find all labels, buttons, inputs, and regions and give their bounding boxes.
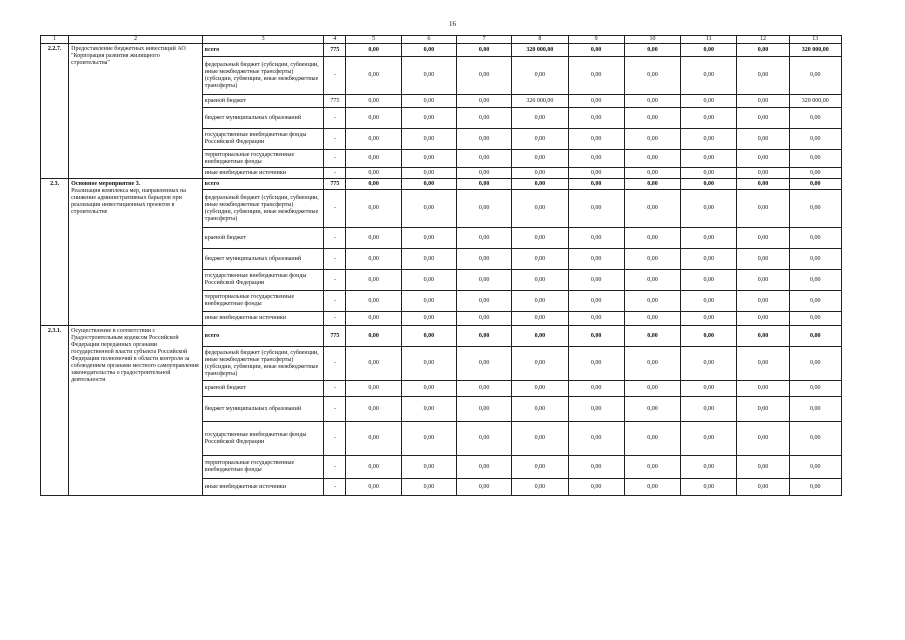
amount-cell: 0,00 — [624, 168, 680, 179]
amount-cell: 0,00 — [346, 57, 401, 95]
column-number: 11 — [681, 36, 737, 44]
amount-cell: 0,00 — [401, 108, 456, 129]
budget-code: - — [324, 312, 346, 326]
amount-cell: 0,00 — [737, 397, 789, 422]
amount-cell: 0,00 — [512, 456, 568, 479]
amount-cell: 0,00 — [568, 108, 624, 129]
amount-cell: 0,00 — [624, 249, 680, 270]
budget-code: - — [324, 347, 346, 381]
funding-source: иные внебюджетные источники — [202, 312, 324, 326]
budget-table — [40, 35, 842, 496]
item-name: Реализация комплекса мер, направленных на снижение административных барьеров при реализации инвестиционных проектов в строительстве — [71, 188, 186, 215]
funding-source: краевой бюджет — [202, 228, 324, 249]
budget-code: - — [324, 397, 346, 422]
amount-cell: 0,00 — [457, 479, 512, 496]
amount-cell: 0,00 — [568, 312, 624, 326]
amount-cell: 0,00 — [568, 397, 624, 422]
amount-cell: 0,00 — [401, 479, 456, 496]
amount-cell: 0,00 — [681, 381, 737, 397]
amount-cell: 0,00 — [401, 456, 456, 479]
amount-cell: 0,00 — [789, 150, 841, 168]
item-name-cell — [69, 179, 203, 326]
column-number: 12 — [737, 36, 789, 44]
amount-cell: 0,00 — [401, 270, 456, 291]
amount-cell: 0,00 — [624, 270, 680, 291]
amount-cell: 0,00 — [624, 381, 680, 397]
funding-source: федеральный бюджет (субсидии, субвенции, иные межбюджетные трансферты) (субсидии, субвенции, иные межбюджетные трансферты) — [202, 347, 324, 381]
amount-cell: 0,00 — [346, 422, 401, 456]
amount-cell: 0,00 — [401, 422, 456, 456]
column-number: 4 — [324, 36, 346, 44]
amount-cell: 0,00 — [457, 129, 512, 150]
page-number: 16 — [449, 20, 456, 28]
amount-cell: 0,00 — [457, 57, 512, 95]
amount-cell: 0,00 — [346, 326, 401, 347]
amount-cell: 0,00 — [568, 291, 624, 312]
funding-source: иные внебюджетные источники — [202, 479, 324, 496]
amount-cell: 0,00 — [681, 95, 737, 108]
amount-cell: 0,00 — [681, 270, 737, 291]
amount-cell: 0,00 — [457, 95, 512, 108]
amount-cell: 0,00 — [346, 249, 401, 270]
amount-cell: 0,00 — [681, 347, 737, 381]
amount-cell: 0,00 — [568, 326, 624, 347]
amount-cell: 0,00 — [681, 190, 737, 228]
amount-cell: 0,00 — [457, 168, 512, 179]
amount-cell: 0,00 — [512, 381, 568, 397]
funding-source: территориальные государственные внебюджетные фонды — [202, 291, 324, 312]
amount-cell: 0,00 — [346, 168, 401, 179]
amount-cell: 0,00 — [401, 291, 456, 312]
amount-cell: 0,00 — [681, 129, 737, 150]
budget-code: - — [324, 270, 346, 291]
item-name-cell — [69, 44, 203, 179]
amount-cell: 0,00 — [401, 326, 456, 347]
column-number: 3 — [202, 36, 324, 44]
item-title: Основное мероприятие 3. — [71, 181, 141, 187]
table-row — [41, 44, 842, 57]
amount-cell: 0,00 — [624, 228, 680, 249]
item-name-cell — [69, 326, 203, 496]
budget-code: - — [324, 57, 346, 95]
amount-cell: 0,00 — [401, 312, 456, 326]
amount-cell: 0,00 — [681, 291, 737, 312]
amount-cell: 0,00 — [346, 291, 401, 312]
amount-cell: 0,00 — [401, 397, 456, 422]
funding-source: территориальные государственные внебюджетные фонды — [202, 150, 324, 168]
amount-cell: 0,00 — [624, 57, 680, 95]
budget-code: - — [324, 168, 346, 179]
amount-cell: 0,00 — [681, 422, 737, 456]
amount-cell: 0,00 — [512, 228, 568, 249]
amount-cell: 0,00 — [457, 150, 512, 168]
amount-cell: 0,00 — [737, 44, 789, 57]
amount-cell: 0,00 — [681, 228, 737, 249]
funding-source: всего — [202, 179, 324, 190]
funding-source: государственные внебюджетные фонды Российской Федерации — [202, 270, 324, 291]
amount-cell: 0,00 — [681, 456, 737, 479]
amount-cell: 0,00 — [681, 108, 737, 129]
amount-cell: 0,00 — [346, 381, 401, 397]
amount-cell: 0,00 — [346, 179, 401, 190]
funding-source: бюджет муниципальных образований — [202, 249, 324, 270]
amount-cell: 0,00 — [789, 381, 841, 397]
amount-cell: 0,00 — [737, 326, 789, 347]
amount-cell: 0,00 — [737, 150, 789, 168]
amount-cell: 0,00 — [624, 456, 680, 479]
amount-cell: 0,00 — [401, 381, 456, 397]
amount-cell: 0,00 — [624, 95, 680, 108]
funding-source: краевой бюджет — [202, 95, 324, 108]
amount-cell: 0,00 — [737, 347, 789, 381]
amount-cell: 0,00 — [346, 129, 401, 150]
amount-cell: 0,00 — [457, 291, 512, 312]
amount-cell: 0,00 — [624, 108, 680, 129]
amount-cell: 0,00 — [789, 270, 841, 291]
amount-cell: 0,00 — [624, 347, 680, 381]
amount-cell: 0,00 — [789, 291, 841, 312]
amount-cell: 0,00 — [789, 456, 841, 479]
amount-cell: 0,00 — [681, 44, 737, 57]
amount-cell: 0,00 — [512, 270, 568, 291]
amount-cell: 0,00 — [568, 190, 624, 228]
amount-cell: 0,00 — [789, 479, 841, 496]
amount-cell: 0,00 — [568, 150, 624, 168]
amount-cell: 0,00 — [624, 129, 680, 150]
amount-cell: 0,00 — [512, 168, 568, 179]
amount-cell: 0,00 — [789, 179, 841, 190]
amount-cell: 0,00 — [346, 397, 401, 422]
column-number: 2 — [69, 36, 203, 44]
amount-cell: 0,00 — [737, 312, 789, 326]
amount-cell: 0,00 — [624, 326, 680, 347]
amount-cell: 0,00 — [512, 150, 568, 168]
amount-cell: 0,00 — [681, 150, 737, 168]
column-number: 7 — [457, 36, 512, 44]
amount-cell: 0,00 — [681, 179, 737, 190]
funding-source: бюджет муниципальных образований — [202, 397, 324, 422]
amount-cell: 0,00 — [681, 479, 737, 496]
amount-cell: 0,00 — [457, 108, 512, 129]
amount-cell: 0,00 — [457, 190, 512, 228]
amount-cell: 0,00 — [624, 150, 680, 168]
amount-cell: 0,00 — [401, 129, 456, 150]
funding-source: иные внебюджетные источники — [202, 168, 324, 179]
amount-cell: 0,00 — [568, 249, 624, 270]
amount-cell: 0,00 — [401, 228, 456, 249]
table-row — [41, 179, 842, 190]
amount-cell: 0,00 — [346, 95, 401, 108]
amount-cell: 0,00 — [789, 168, 841, 179]
amount-cell: 0,00 — [624, 291, 680, 312]
amount-cell: 0,00 — [512, 57, 568, 95]
amount-cell: 0,00 — [457, 312, 512, 326]
funding-source: государственные внебюджетные фонды Российской Федерации — [202, 129, 324, 150]
amount-cell: 0,00 — [512, 312, 568, 326]
budget-code: - — [324, 150, 346, 168]
funding-source: федеральный бюджет (субсидии, субвенции, иные межбюджетные трансферты) (субсидии, субвенции, иные межбюджетные трансферты) — [202, 57, 324, 95]
amount-cell: 0,00 — [624, 44, 680, 57]
amount-cell: 0,00 — [457, 228, 512, 249]
budget-code: 775 — [324, 179, 346, 190]
amount-cell: 0,00 — [737, 456, 789, 479]
funding-source: всего — [202, 326, 324, 347]
budget-code: - — [324, 190, 346, 228]
amount-cell: 0,00 — [789, 312, 841, 326]
amount-cell: 0,00 — [401, 190, 456, 228]
amount-cell: 0,00 — [681, 57, 737, 95]
amount-cell: 0,00 — [624, 312, 680, 326]
amount-cell: 320 000,00 — [512, 44, 568, 57]
amount-cell: 0,00 — [512, 179, 568, 190]
amount-cell: 0,00 — [568, 228, 624, 249]
amount-cell: 0,00 — [737, 381, 789, 397]
column-number: 13 — [789, 36, 841, 44]
amount-cell: 0,00 — [568, 95, 624, 108]
column-number: 5 — [346, 36, 401, 44]
amount-cell: 0,00 — [789, 108, 841, 129]
amount-cell: 0,00 — [681, 397, 737, 422]
budget-code: - — [324, 422, 346, 456]
amount-cell: 0,00 — [401, 150, 456, 168]
amount-cell: 0,00 — [624, 397, 680, 422]
amount-cell: 0,00 — [789, 57, 841, 95]
item-number: 2.3.1. — [41, 326, 69, 496]
budget-code: 775 — [324, 44, 346, 57]
amount-cell: 0,00 — [737, 228, 789, 249]
amount-cell: 0,00 — [457, 422, 512, 456]
amount-cell: 0,00 — [737, 57, 789, 95]
amount-cell: 0,00 — [568, 168, 624, 179]
amount-cell: 0,00 — [789, 422, 841, 456]
item-number: 2.3. — [41, 179, 69, 326]
amount-cell: 0,00 — [457, 397, 512, 422]
amount-cell: 0,00 — [568, 57, 624, 95]
amount-cell: 0,00 — [624, 422, 680, 456]
item-name: Осуществление в соответствии с Градостроительным кодексом Российской Федерации переданных органами государственной власти субъекта Российской Федерации полномочий в области контроля за соблюдением органами местного самоуправления законодательства о градостроительной деятельности — [71, 328, 199, 383]
funding-source: территориальные государственные внебюджетные фонды — [202, 456, 324, 479]
amount-cell: 0,00 — [789, 249, 841, 270]
amount-cell: 0,00 — [346, 456, 401, 479]
amount-cell: 0,00 — [401, 57, 456, 95]
amount-cell: 0,00 — [568, 347, 624, 381]
funding-source: бюджет муниципальных образований — [202, 108, 324, 129]
amount-cell: 0,00 — [346, 479, 401, 496]
amount-cell: 0,00 — [624, 190, 680, 228]
budget-code: - — [324, 249, 346, 270]
amount-cell: 0,00 — [737, 95, 789, 108]
amount-cell: 0,00 — [568, 44, 624, 57]
budget-code: - — [324, 129, 346, 150]
table-row — [41, 326, 842, 347]
amount-cell: 320 000,00 — [512, 95, 568, 108]
amount-cell: 0,00 — [737, 129, 789, 150]
amount-cell: 0,00 — [737, 249, 789, 270]
amount-cell: 0,00 — [789, 228, 841, 249]
amount-cell: 0,00 — [401, 347, 456, 381]
amount-cell: 320 000,00 — [789, 95, 841, 108]
amount-cell: 0,00 — [568, 270, 624, 291]
amount-cell: 0,00 — [789, 397, 841, 422]
amount-cell: 0,00 — [681, 168, 737, 179]
amount-cell: 0,00 — [789, 347, 841, 381]
amount-cell: 0,00 — [457, 347, 512, 381]
amount-cell: 0,00 — [568, 456, 624, 479]
amount-cell: 0,00 — [737, 291, 789, 312]
amount-cell: 0,00 — [789, 129, 841, 150]
amount-cell: 0,00 — [401, 168, 456, 179]
amount-cell: 0,00 — [457, 381, 512, 397]
amount-cell: 0,00 — [457, 44, 512, 57]
amount-cell: 0,00 — [737, 422, 789, 456]
amount-cell: 320 000,00 — [789, 44, 841, 57]
amount-cell: 0,00 — [457, 326, 512, 347]
amount-cell: 0,00 — [624, 179, 680, 190]
column-number: 10 — [624, 36, 680, 44]
budget-code: - — [324, 456, 346, 479]
amount-cell: 0,00 — [568, 422, 624, 456]
amount-cell: 0,00 — [512, 249, 568, 270]
funding-source: федеральный бюджет (субсидии, субвенции, иные межбюджетные трансферты) (субсидии, субвенции, иные межбюджетные трансферты) — [202, 190, 324, 228]
amount-cell: 0,00 — [457, 270, 512, 291]
item-number: 2.2.7. — [41, 44, 69, 179]
budget-code: - — [324, 108, 346, 129]
budget-code: - — [324, 381, 346, 397]
amount-cell: 0,00 — [346, 347, 401, 381]
column-number-row — [41, 36, 842, 44]
funding-source: краевой бюджет — [202, 381, 324, 397]
amount-cell: 0,00 — [346, 228, 401, 249]
amount-cell: 0,00 — [568, 129, 624, 150]
column-number: 8 — [512, 36, 568, 44]
amount-cell: 0,00 — [457, 249, 512, 270]
amount-cell: 0,00 — [401, 249, 456, 270]
amount-cell: 0,00 — [346, 150, 401, 168]
budget-code: 775 — [324, 95, 346, 108]
amount-cell: 0,00 — [737, 190, 789, 228]
amount-cell: 0,00 — [568, 479, 624, 496]
funding-source: государственные внебюджетные фонды Российской Федерации — [202, 422, 324, 456]
amount-cell: 0,00 — [737, 270, 789, 291]
column-number: 9 — [568, 36, 624, 44]
amount-cell: 0,00 — [789, 326, 841, 347]
item-name: Предоставление бюджетных инвестиций АО "Корпорация развития жилищного строительства" — [71, 46, 186, 66]
budget-code: 775 — [324, 326, 346, 347]
amount-cell: 0,00 — [789, 190, 841, 228]
amount-cell: 0,00 — [512, 108, 568, 129]
amount-cell: 0,00 — [568, 381, 624, 397]
column-number: 6 — [401, 36, 456, 44]
budget-code: - — [324, 228, 346, 249]
amount-cell: 0,00 — [401, 44, 456, 57]
amount-cell: 0,00 — [568, 179, 624, 190]
amount-cell: 0,00 — [512, 129, 568, 150]
amount-cell: 0,00 — [681, 326, 737, 347]
amount-cell: 0,00 — [737, 168, 789, 179]
amount-cell: 0,00 — [512, 347, 568, 381]
amount-cell: 0,00 — [346, 190, 401, 228]
amount-cell: 0,00 — [681, 249, 737, 270]
column-number: 1 — [41, 36, 69, 44]
amount-cell: 0,00 — [512, 422, 568, 456]
amount-cell: 0,00 — [457, 456, 512, 479]
amount-cell: 0,00 — [346, 44, 401, 57]
amount-cell: 0,00 — [512, 291, 568, 312]
amount-cell: 0,00 — [512, 190, 568, 228]
amount-cell: 0,00 — [737, 179, 789, 190]
amount-cell: 0,00 — [401, 179, 456, 190]
amount-cell: 0,00 — [346, 312, 401, 326]
amount-cell: 0,00 — [512, 479, 568, 496]
funding-source: всего — [202, 44, 324, 57]
amount-cell: 0,00 — [346, 270, 401, 291]
amount-cell: 0,00 — [401, 95, 456, 108]
amount-cell: 0,00 — [512, 397, 568, 422]
budget-code: - — [324, 479, 346, 496]
amount-cell: 0,00 — [737, 108, 789, 129]
amount-cell: 0,00 — [457, 179, 512, 190]
amount-cell: 0,00 — [737, 479, 789, 496]
amount-cell: 0,00 — [624, 479, 680, 496]
amount-cell: 0,00 — [681, 312, 737, 326]
budget-code: - — [324, 291, 346, 312]
amount-cell: 0,00 — [346, 108, 401, 129]
amount-cell: 0,00 — [512, 326, 568, 347]
